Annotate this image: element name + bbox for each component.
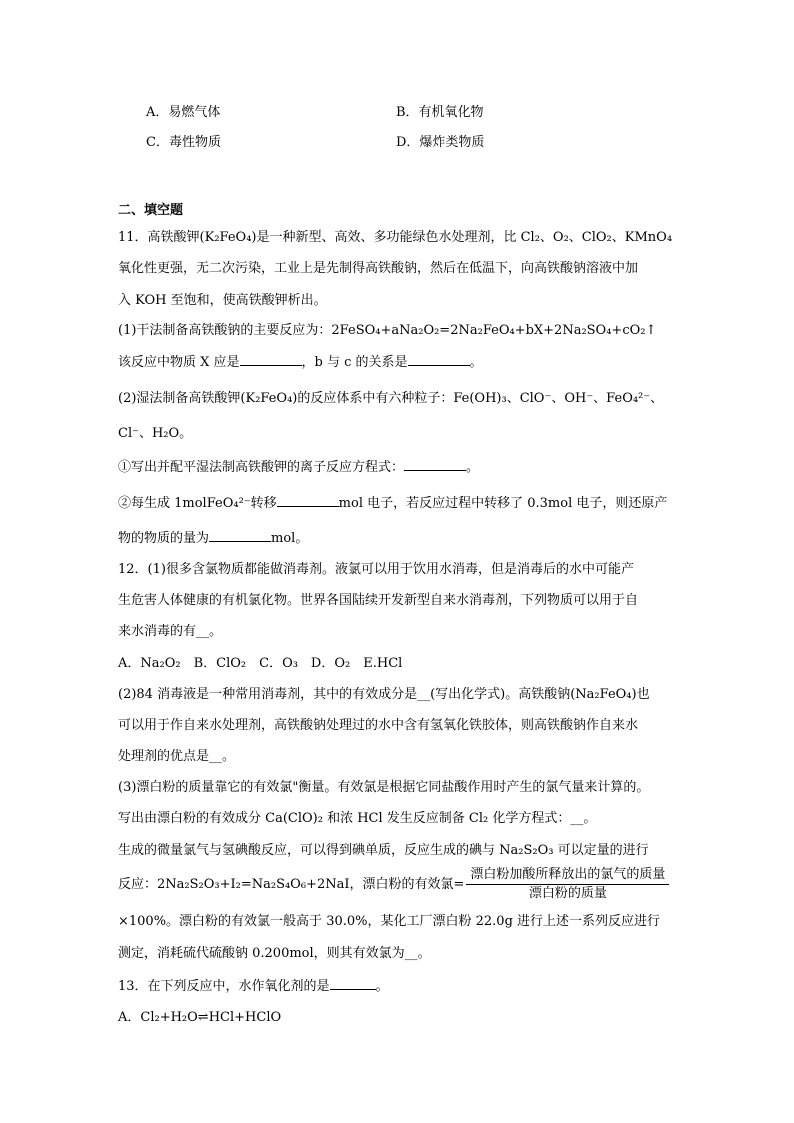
q11-period: 。 <box>469 355 483 370</box>
q12-line-8: (3)漂白粉的质量靠它的有效氯"衡量。有效氯是根据它同盐酸作用时产生的氯气量来计算的。 <box>118 780 650 795</box>
q11-x-prompt: 该反应中物质 X 应是 <box>118 355 240 370</box>
q12-line-7: 处理剂的优点是__。 <box>118 749 236 764</box>
fraction-numerator: 漂白粉加酸所释放出的氯气的质量 <box>466 866 669 885</box>
q11-sub2-rest: mol 电子，若反应过程中转移了 0.3mol 电子，则还原产 <box>338 496 668 511</box>
answer-blank[interactable] <box>209 527 271 542</box>
q12-line-5: (2)84 消毒液是一种常用消毒剂，其中的有效成分是__(写出化学式)。高铁酸钠(Na₂FeO₄)也 <box>118 687 650 702</box>
q11-sub3-rest: mol。 <box>271 531 309 546</box>
q11-period: 。 <box>466 460 480 475</box>
answer-blank[interactable] <box>330 975 376 990</box>
q11-line-8 <box>118 456 479 478</box>
q12-line-6: 可以用于作自来水处理剂，高铁酸钠处理过的水中含有氢氧化铁胶体，则高铁酸钠作自来水 <box>118 718 639 733</box>
q11-line-2: 氧化性更强，无二次污染，工业上是先制得高铁酸钠，然后在低温下，向高铁酸钠溶液中加 <box>118 261 639 276</box>
q12-line-9: 写出由漂白粉的有效成分 Ca(ClO)₂ 和浓 HCl 发生反应制备 Cl₂ 化学方程式：__。 <box>118 811 597 826</box>
q12-line-1: 12．(1)很多含氯物质都能做消毒剂。液氯可以用于饮用水消毒，但是消毒后的水中可能产 <box>118 562 634 577</box>
effective-chlorine-fraction <box>466 866 669 903</box>
section-title: 二、填空题 <box>118 203 184 218</box>
q11-sub3-prompt: 物的物质的量为 <box>118 531 210 546</box>
q11-sub1-prompt: ①写出并配平湿法制高铁酸钾的离子反应方程式： <box>118 460 405 475</box>
q12-line-13: 测定，消耗硫代硫酸钠 0.200mol，则其有效氯为__。 <box>118 946 431 961</box>
q13-option-a: A．Cl₂+H₂O⇌HCl+HClO <box>118 1010 282 1025</box>
q12-formula-prefix: 反应：2Na₂S₂O₃+I₂=Na₂S₄O₆+2NaI，漂白粉的有效氯= <box>118 877 465 892</box>
answer-blank[interactable] <box>277 492 339 507</box>
q12-options: A．Na₂O₂ B．ClO₂ C．O₃ D．O₂ E.HCl <box>118 656 403 671</box>
q11-line-4: (1)干法制备高铁酸钠的主要反应为：2FeSO₄+aNa₂O₂=2Na₂FeO₄+bX+2Na₂SO₄+cO₂↑ <box>118 323 657 338</box>
q11-line-1: 11．高铁酸钾(K₂FeO₄)是一种新型、高效、多功能绿色水处理剂，比 Cl₂、O₂、ClO₂、KMnO₄ <box>118 230 673 245</box>
q11-line-7: Cl⁻、H₂O。 <box>118 426 193 441</box>
q11-line-9 <box>118 492 667 514</box>
option-a: A．易燃气体 <box>146 105 221 120</box>
option-c: C．毒性物质 <box>146 135 221 150</box>
fraction-denominator: 漂白粉的质量 <box>528 886 607 901</box>
q11-sub2-prompt: ②每生成 1molFeO₄²⁻转移 <box>118 496 277 511</box>
q13-line-1 <box>118 975 389 997</box>
q11-line-3: 入 KOH 至饱和，使高铁酸钾析出。 <box>118 293 327 308</box>
q13-period: 。 <box>375 979 389 994</box>
q12-line-11 <box>118 866 669 903</box>
option-d: D．爆炸类物质 <box>396 135 485 150</box>
q12-line-12: ×100%。漂白粉的有效氯一般高于 30.0%，某化工厂漂白粉 22.0g 进行上述一系列反应进行 <box>118 914 661 929</box>
answer-blank[interactable] <box>404 456 466 471</box>
q11-bc-prompt: ，b 与 c 的关系是 <box>301 355 408 370</box>
option-b: B．有机氧化物 <box>396 105 484 120</box>
answer-blank[interactable] <box>240 351 302 366</box>
q11-line-5 <box>118 351 483 373</box>
q12-line-10: 生成的微量氯气与氢碘酸反应，可以得到碘单质，反应生成的碘与 Na₂S₂O₃ 可以定量的进行 <box>118 843 649 858</box>
q12-line-3: 来水消毒的有__。 <box>118 624 223 639</box>
q11-line-6: (2)湿法制备高铁酸钾(K₂FeO₄)的反应体系中有六种粒子：Fe(OH)₃、ClO⁻、OH⁻、FeO₄²⁻、 <box>118 391 664 406</box>
answer-blank[interactable] <box>408 351 470 366</box>
q12-line-2: 生危害人体健康的有机氯化物。世界各国陆续开发新型自来水消毒剂，下列物质可以用于自 <box>118 593 639 608</box>
q11-line-10 <box>118 527 308 549</box>
q13-prompt: 13．在下列反应中，水作氧化剂的是 <box>118 979 330 994</box>
